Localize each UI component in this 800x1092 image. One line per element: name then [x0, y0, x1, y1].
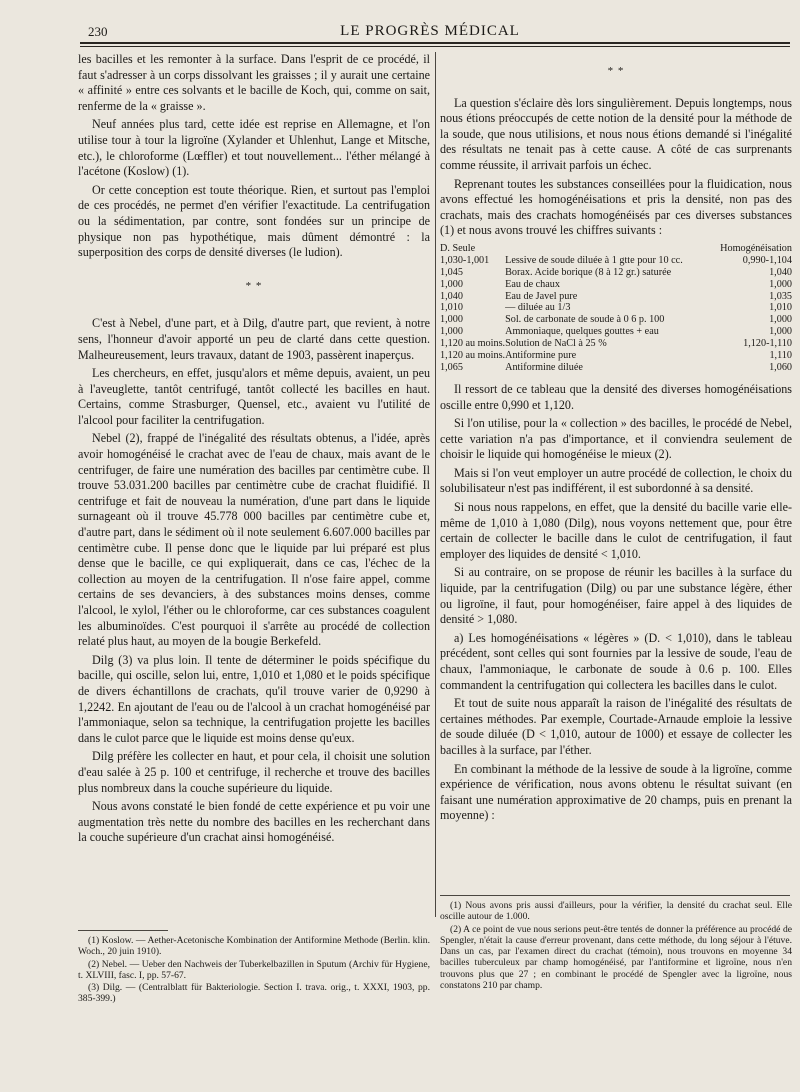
paragraph: C'est à Nebel, d'une part, et à Dilg, d'autre part, que revient, à notre sens, l'honneur d'avoir apporté un peu de clarté dans cette question. Malheureusement, leurs travaux, datant de 1903, passèrent inaperçus. — [78, 316, 430, 362]
homogenisation-cell: 1,010 — [769, 302, 792, 314]
footnote: (3) Dilg. — (Centralblatt für Bakteriologie. Section I. trava. orig., t. XXXI, 1903, pp. 385-399.) — [78, 982, 430, 1005]
column-header-homogenisation: Homogénéisation — [720, 242, 792, 254]
paragraph: En combinant la méthode de la lessive de soude à la ligroïne, comme expérience de vérification, nous avons obtenu le résultat suivant (en faisant une numération approximative de 20 champs, puis en prenant la moyenne) : — [440, 761, 792, 823]
paragraph: Dilg préfère les collecter en haut, et pour cela, il choisit une solution d'eau salée à 25 p. 100 et centrifuge, il recherche et trouve des bacilles plus nombreux dans la couche supérieure du liquide. — [78, 749, 430, 795]
paragraph: Or cette conception est toute théorique. Rien, et surtout pas l'emploi de ces procédés, ne permet d'en vérifier l'exactitude. La centrifugation ou la sédimentation, par contre, sont fondées sur un principe de physique non pas hypothétique, mais dûment démontré : la superposition des corps de densité diverses (le ludion). — [78, 182, 430, 260]
paragraph: a) Les homogénéisations « légères » (D. < 1,010), dans le tableau précédent, sont celles qui sont fournies par la lessive de soude, l'eau de chaux, l'ammoniaque, le carbonate de soude à 0.6 p. 100. Elles commandent la centrifugation qui collectera les bacilles dans le culot. — [440, 630, 792, 692]
table-row — [440, 255, 792, 267]
paragraph: Et tout de suite nous apparaît la raison de l'inégalité des résultats de certaines méthodes. Par exemple, Courtade-Arnaude emploie la lessive de soude diluée (D < 1,010, autour de 1000) et essaye de collecter les bacilles à la surface, par l'éther. — [440, 696, 792, 757]
substance-cell: Ammoniaque, quelques gouttes + eau — [505, 326, 659, 338]
table-row — [440, 362, 792, 374]
header-rule-thin — [80, 46, 790, 47]
column-header-density: D. Seule — [440, 242, 476, 254]
homogenisation-cell: 1,000 — [769, 314, 792, 326]
table-row — [440, 267, 792, 279]
density-cell: 1,010 — [440, 302, 463, 314]
table-row — [440, 302, 792, 314]
substance-cell: Solution de NaCl à 25 % — [505, 338, 607, 350]
section-separator: * * — [607, 65, 625, 77]
paragraph: Neuf années plus tard, cette idée est reprise en Allemagne, et l'on utilise tour à tour la ligroïne (Xylander et Uhlenhut, Lange et Mitsche, etc.), le chloroforme (Lœffler) et tout nouvellement... l'éther mélangé à l'acétone (Koslow) (1). — [78, 117, 430, 179]
section-separator: * * — [245, 279, 263, 292]
density-cell: 1,030-1,001 — [440, 254, 490, 266]
density-cell: 1,045 — [440, 266, 463, 278]
homogenisation-cell: 1,040 — [769, 266, 792, 278]
column-divider — [435, 52, 436, 917]
footnotes-right — [440, 900, 792, 992]
table-row — [440, 291, 792, 303]
paragraph: La question s'éclaire dès lors singulièrement. Depuis longtemps, nous nous étions préoccupés de cette notion de la densité pour la méthode de la soude, que nous utilisions, et nous nous étions demandé si l'inégalité des résultats ne tenait pas à cette cause. A côté de cas surprenants comme réussite, il arrivait parfois un échec. — [440, 95, 792, 172]
homogenisation-cell: 1,060 — [769, 362, 792, 373]
paragraph: Il ressort de ce tableau que la densité des diverses homogénéisations oscille entre 0,990 et 1,120. — [440, 381, 792, 412]
paragraph: Si l'on utilise, pour la « collection » des bacilles, le procédé de Nebel, cette variation n'a pas d'importance, et il conviendra seulement de choisir le liquide qui homogénéise le mieux (2). — [440, 416, 792, 462]
paragraph: Reprenant toutes les substances conseillées pour la fluidication, nous avons effectué les homogénéisations et pris la densité, non pas des crachats, mais des crachats homogénéisés par ces diverses substances (1) et nous avons trouvé les chiffres suivants : — [440, 176, 792, 238]
density-cell: 1,040 — [440, 290, 463, 302]
paragraph: les bacilles et les remonter à la surface. Dans l'esprit de ce procédé, il faut s'adresser à un corps dissolvant les graisses ; il y aurait une certaine « affinité » entre ces solvants et le bacille de Koch, qui, comme on sait, renferme de la « graisse ». — [78, 52, 430, 113]
table-row — [440, 314, 792, 326]
homogenisation-cell: 1,120-1,110 — [743, 338, 792, 350]
density-cell: 1,000 — [440, 326, 463, 338]
density-cell: 1,000 — [440, 314, 463, 326]
paragraph: Si au contraire, on se propose de réunir les bacilles à la surface du liquide, par la centrifugation (Dilg) ou par une substance légère, éther ou ligroïne, il faut, pour homogénéiser, faire appel à des liquides de densité > 1,080. — [440, 565, 792, 627]
footnote: (1) Nous avons pris aussi d'ailleurs, pour la vérifier, la densité du crachat seul. Elle oscille autour de 1.000. — [440, 900, 792, 923]
substance-cell: — diluée au 1/3 — [505, 302, 571, 314]
substance-cell: Antiformine pure — [505, 350, 577, 362]
left-column — [78, 52, 430, 849]
density-cell: 1,120 au moins. — [440, 350, 506, 362]
paragraph: Nous avons constaté le bien fondé de cette expérience et pu voir une augmentation très nette du nombre des bacilles en les recherchant dans la couche supérieure d'un crachat ainsi homogénéisé. — [78, 799, 430, 845]
substance-cell: Borax. Acide borique (8 à 12 gr.) saturée — [505, 266, 672, 278]
homogenisation-cell: 1,035 — [769, 290, 792, 302]
footnote: (2) A ce point de vue nous serions peut-être tentés de donner la préférence au procédé de Spengler, n'était la cause d'erreur provenant, dans cette méthode, du long séjour à l'étuve. Dans un cas, par l'examen direct du crachat (témoin), nous trouvons en moyenne 34 bacilles tuberculeux par champ homogénéisé, par l'antiformine et ligroïne, nous n'en trouvons plus que 27 ; en combinant le procédé de Spengler avec la ligroïne, nous constatons 210 par champ. — [440, 923, 792, 992]
substance-cell: Antiformine diluée — [505, 362, 583, 373]
paragraph: Si nous nous rappelons, en effet, que la densité du bacille varie elle-même de 1,010 à 1,080 (Dilg), nous voyons nettement que, pour être certain de collecter le bacille dans le culot de centrifugation, il faut employer des liquides de densité < 1,010. — [440, 500, 792, 561]
footnote-rule — [440, 895, 790, 896]
paragraph: Nebel (2), frappé de l'inégalité des résultats obtenus, a l'idée, après avoir homogénéisé le crachat avec de l'eau de chaux, mais avant de le centrifuger, de faire une numération des bacilles par centimètre cube. Il trouve 53.031.200 bacilles par centimètre cube de crachat fluidifié. Il centrifuge et fait de nouveau la numération, d'une part dans le liquide surnageant où il trouve 45.778 000 bacilles par centimètre cube et, d'autre part, dans le sédiment où il note seulement 6.607.000 bacilles par centimètre cube. Il pense donc que le liquide par lui préparé est plus dense que le bacille, ce qui expliquerait, dans ce cas, l'échec de la collection au moyen de la centrifugation. Il n'ose faire appel, comme certains de ses devanciers, à des substances moins denses, comme l'alcool, le xylol, l'éther ou le chloroforme, car ces substances coagulent les albuminoïdes. C'est pourquoi il s'arrête au procédé de collection relaté plus haut, au moyen de la bougie Berkefeld. — [78, 431, 430, 649]
substance-cell: Sol. de carbonate de soude à 0 6 p. 100 — [505, 314, 665, 326]
homogenisation-cell: 1,000 — [769, 326, 792, 338]
journal-title: LE PROGRÈS MÉDICAL — [340, 23, 520, 39]
table-row — [440, 326, 792, 338]
footnote-rule — [78, 930, 168, 931]
paragraph: Dilg (3) va plus loin. Il tente de déterminer le poids spécifique du bacille, qui oscille, selon lui, entre, 1,010 et 1,080 et le poids spécifique de divers échantillons de crachats, qu'il trouve varier de 0,9290 à 1,2242. En ajoutant de l'eau ou de l'alcool à un crachat homogénéisé par l'ammoniaque, selon sa technique, la centrifugation projette les bacilles dans le culot parce que le liquide est moins dense qu'eux. — [78, 652, 430, 745]
footnotes-left — [78, 935, 430, 1006]
substance-cell: Eau de Javel pure — [505, 290, 578, 302]
density-cell: 1,120 au moins. — [440, 338, 506, 350]
substance-cell: Eau de chaux — [505, 278, 560, 290]
paragraph: Mais si l'on veut employer un autre procédé de collection, le choix du solubilisateur n'est pas indifférent, il est subordonné à sa densité. — [440, 465, 792, 496]
table-row — [440, 279, 792, 291]
homogenisation-cell: 1,000 — [769, 278, 792, 290]
substance-cell: Lessive de soude diluée à 1 gtte pour 10 cc. — [505, 254, 683, 266]
density-cell: 1,065 — [440, 362, 463, 373]
page-number: 230 — [88, 24, 108, 39]
header-rule-thick — [80, 42, 790, 44]
table-row — [440, 338, 792, 350]
density-table — [440, 243, 792, 374]
table-row — [440, 350, 792, 362]
column-header-substance — [505, 243, 720, 255]
footnote: (1) Koslow. — Aether-Acetonische Kombination der Antiformine Methode (Berlin. klin. Woch., 20 juin 1910). — [78, 935, 430, 958]
footnote: (2) Nebel. — Ueber den Nachweis der Tuberkelbazillen in Sputum (Archiv für Hygiene, t. XLVIII, fasc. I, pp. 57-67. — [78, 958, 430, 981]
homogenisation-cell: 0,990-1,104 — [742, 254, 792, 266]
right-column — [440, 52, 792, 827]
paragraph: Les chercheurs, en effet, jusqu'alors et même depuis, avaient, un peu à l'aveuglette, tantôt centrifugé, tantôt collecté les bacilles en haut. Certains, comme Strasburger, Quensel, etc., avaient vu l'utilité de l'alcool pour faciliter la centrifugation. — [78, 366, 430, 427]
homogenisation-cell: 1,110 — [769, 350, 792, 362]
density-cell: 1,000 — [440, 278, 463, 290]
